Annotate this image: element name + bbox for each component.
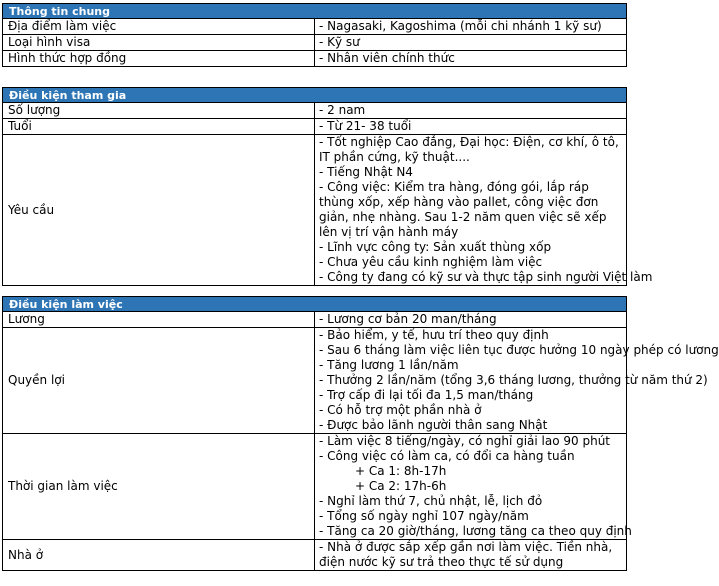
quantity-label: Số lượng bbox=[3, 103, 315, 119]
age-label: Tuổi bbox=[3, 119, 315, 135]
requirements-label: Yêu cầu bbox=[3, 135, 315, 286]
shift-item: + Ca 1: 8h-17h bbox=[355, 464, 447, 478]
benefit-item: - Sau 6 tháng làm việc liên tục được hưởng 10 ngày phép có lương bbox=[319, 343, 719, 357]
benefit-item: - Có hỗ trợ một phần nhà ở bbox=[319, 403, 482, 417]
contract-type-label: Hình thức hợp đồng bbox=[3, 51, 315, 67]
requirement-item: - Công việc: Kiểm tra hàng, đóng gói, lắp ráp thùng xốp, xếp hàng vào pallet, công việc đơn giản, nhẹ nhàng. Sau 1-2 năm quen việc sẽ xếp lên vị trí vận hành máy bbox=[319, 180, 607, 239]
visa-type-label: Loại hình visa bbox=[3, 35, 315, 51]
general-info-header: Thông tin chung bbox=[3, 4, 627, 19]
working-hours-list bbox=[315, 434, 632, 540]
working-conditions-table bbox=[2, 296, 719, 571]
participation-table bbox=[2, 87, 653, 286]
requirement-item: - Tốt nghiệp Cao đẳng, Đại học: Điện, cơ khí, ô tô, IT phần cứng, kỹ thuật.... bbox=[319, 135, 619, 164]
requirement-item: - Công ty đang có kỹ sư và thực tập sinh người Việt làm bbox=[319, 270, 653, 284]
benefits-list bbox=[315, 328, 719, 434]
benefits-label: Quyền lợi bbox=[3, 328, 315, 434]
benefit-item: - Thưởng 2 lần/năm (tổng 3,6 tháng lương, thưởng từ năm thứ 2) bbox=[319, 373, 708, 387]
visa-type-value: - Kỹ sư bbox=[315, 35, 627, 51]
housing-value: - Nhà ở được sắp xếp gần nơi làm việc. Tiền nhà, điện nước kỹ sư trả theo thực tế sử dụng bbox=[315, 540, 627, 571]
quantity-value: - 2 nam bbox=[315, 103, 627, 119]
requirement-item: - Tiếng Nhật N4 bbox=[319, 165, 413, 179]
working-conditions-header: Điều kiện làm việc bbox=[3, 297, 627, 312]
participation-header: Điều kiện tham gia bbox=[3, 88, 627, 103]
hours-item: - Làm việc 8 tiếng/ngày, có nghỉ giải lao 90 phút bbox=[319, 434, 611, 448]
requirement-item: - Lĩnh vực công ty: Sản xuất thùng xốp bbox=[319, 240, 552, 254]
requirement-item: - Chưa yêu cầu kinh nghiệm làm việc bbox=[319, 255, 543, 269]
hours-item: - Tăng ca 20 giờ/tháng, lương tăng ca theo quy định bbox=[319, 524, 632, 538]
hours-item: - Nghỉ làm thứ 7, chủ nhật, lễ, lịch đỏ bbox=[319, 494, 543, 508]
hours-item: - Công việc có làm ca, có đổi ca hàng tuần bbox=[319, 449, 575, 463]
general-info-table bbox=[2, 3, 627, 67]
benefit-item: - Được bảo lãnh người thân sang Nhật bbox=[319, 418, 548, 432]
benefit-item: - Bảo hiểm, y tế, hưu trí theo quy định bbox=[319, 328, 549, 342]
salary-value: - Lương cơ bản 20 man/tháng bbox=[315, 312, 627, 328]
work-location-value: - Nagasaki, Kagoshima (mỗi chi nhánh 1 kỹ sư) bbox=[315, 19, 627, 35]
salary-label: Lương bbox=[3, 312, 315, 328]
benefit-item: - Tăng lương 1 lần/năm bbox=[319, 358, 459, 372]
benefit-item: - Trợ cấp đi lại tối đa 1,5 man/tháng bbox=[319, 388, 534, 402]
age-value: - Từ 21- 38 tuổi bbox=[315, 119, 627, 135]
working-hours-label: Thời gian làm việc bbox=[3, 434, 315, 540]
work-location-label: Địa điểm làm việc bbox=[3, 19, 315, 35]
requirements-list bbox=[315, 135, 653, 286]
contract-type-value: - Nhân viên chính thức bbox=[315, 51, 627, 67]
housing-label: Nhà ở bbox=[3, 540, 315, 571]
shift-item: + Ca 2: 17h-6h bbox=[355, 479, 447, 493]
hours-item: - Tổng số ngày nghỉ 107 ngày/năm bbox=[319, 509, 529, 523]
